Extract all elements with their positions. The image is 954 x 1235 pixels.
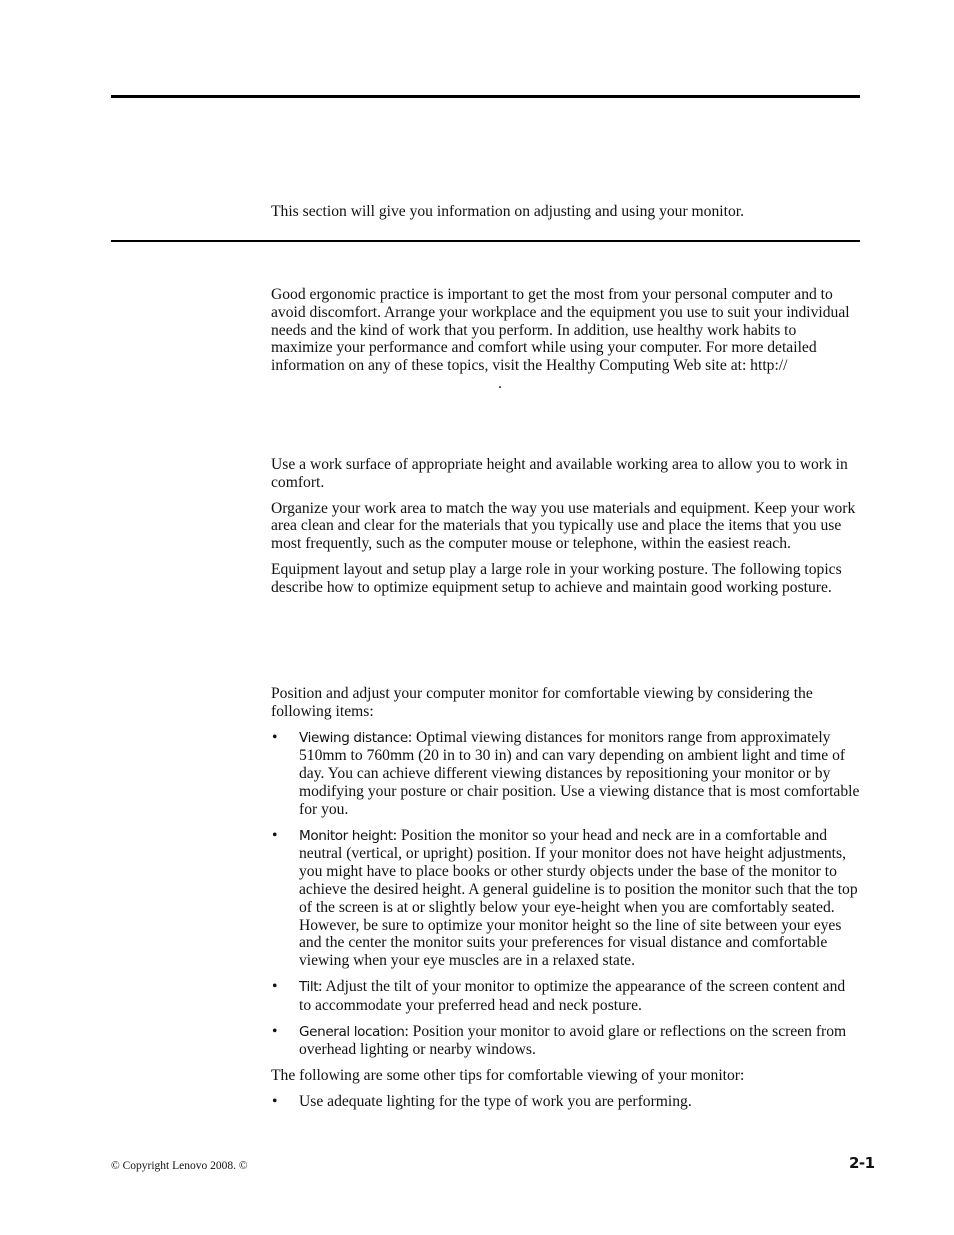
- list-item: [271, 978, 861, 1015]
- work-area-paragraph: Use a work surface of appropriate height and available working area to allow you to work in comfort.: [271, 456, 848, 491]
- item-term: Viewing distance: [299, 729, 408, 746]
- monitor-intro: Position and adjust your computer monitor for comfortable viewing by considering the following items:: [271, 685, 813, 720]
- item-text: : Adjust the tilt of your monitor to optimize the appearance of the screen content and to accommodate your preferred head and neck posture.: [299, 977, 846, 1014]
- page-number: 2-1: [849, 1154, 875, 1172]
- tips-list: [271, 1093, 861, 1111]
- list-item: [271, 827, 861, 970]
- work-area-paragraph: Equipment layout and setup play a large role in your working posture. The following topics describe how to optimize equipment setup to achieve and maintain good working posture.: [271, 560, 842, 596]
- section-intro: [271, 203, 861, 221]
- tip-text: Use adequate lighting for the type of work you are performing.: [299, 1092, 692, 1110]
- bullet: •: [272, 977, 278, 995]
- item-text: : Position the monitor so your head and neck are in a comfortable and neutral (vertical, or upright) position. If your monitor does not have height adjustments, you might have to place books or other sturdy objects under the base of the monitor to achieve the desired height. A general guideline is to position the monitor such that the top of the screen is at or slightly below your eye-height when you are comfortably seated. However, be sure to optimize your monitor height so the line of site between your eyes and the center the monitor suits your preferences for visual distance and comfortable viewing when your eye muscles are in a relaxed state.: [299, 826, 858, 970]
- work-area-paragraph: Organize your work area to match the way you use materials and equipment. Keep your work area clean and clear for the materials that you typically use and place the items that you use most frequently, such as the computer mouse or telephone, within the easiest reach.: [271, 499, 856, 553]
- copyright-footer: © Copyright Lenovo 2008. ©: [111, 1160, 248, 1172]
- bullet: •: [272, 728, 278, 746]
- bullet: •: [272, 1092, 278, 1110]
- bullet: •: [272, 826, 278, 844]
- bullet: •: [272, 1022, 278, 1040]
- top-rule: [111, 95, 860, 98]
- list-item: [271, 1023, 861, 1060]
- ergonomics-paragraph: [271, 286, 861, 393]
- ergonomics-text: Good ergonomic practice is important to get the most from your personal computer and to avoid discomfort. Arrange your workplace and the equipment you use to suit your individual needs and the kind of work that you perform. In addition, use healthy work habits to maximize your performance and comfort while using your computer. For more detailed information on any of these topics, visit the Healthy Computing Web site at: http://: [271, 286, 850, 375]
- intro-text: This section will give you information on adjusting and using your monitor.: [271, 203, 744, 220]
- item-text: : Position your monitor to avoid glare or reflections on the screen from overhead lighting or nearby windows.: [299, 1022, 847, 1059]
- work-area-section: [271, 456, 861, 597]
- monitor-section: [271, 685, 861, 1119]
- list-item: [271, 729, 861, 819]
- item-term: Monitor height: [299, 827, 393, 844]
- list-item: [271, 1093, 861, 1111]
- monitor-items-list: [271, 729, 861, 1060]
- tips-intro: The following are some other tips for comfortable viewing of your monitor:: [271, 1067, 745, 1085]
- ergonomics-section: [271, 286, 861, 393]
- section-rule: [111, 240, 860, 242]
- item-term: Tilt: [299, 978, 319, 995]
- ergonomics-text-end: .: [498, 374, 502, 392]
- item-text: : Optimal viewing distances for monitors range from approximately 510mm to 760mm (20 in to 30 in) and can vary depending on ambient light and time of day. You can achieve different viewing distances by repositioning your monitor or by modifying your posture or chair position. Use a viewing distance that is most comfortable for you.: [299, 728, 860, 818]
- item-term: General location: [299, 1023, 405, 1040]
